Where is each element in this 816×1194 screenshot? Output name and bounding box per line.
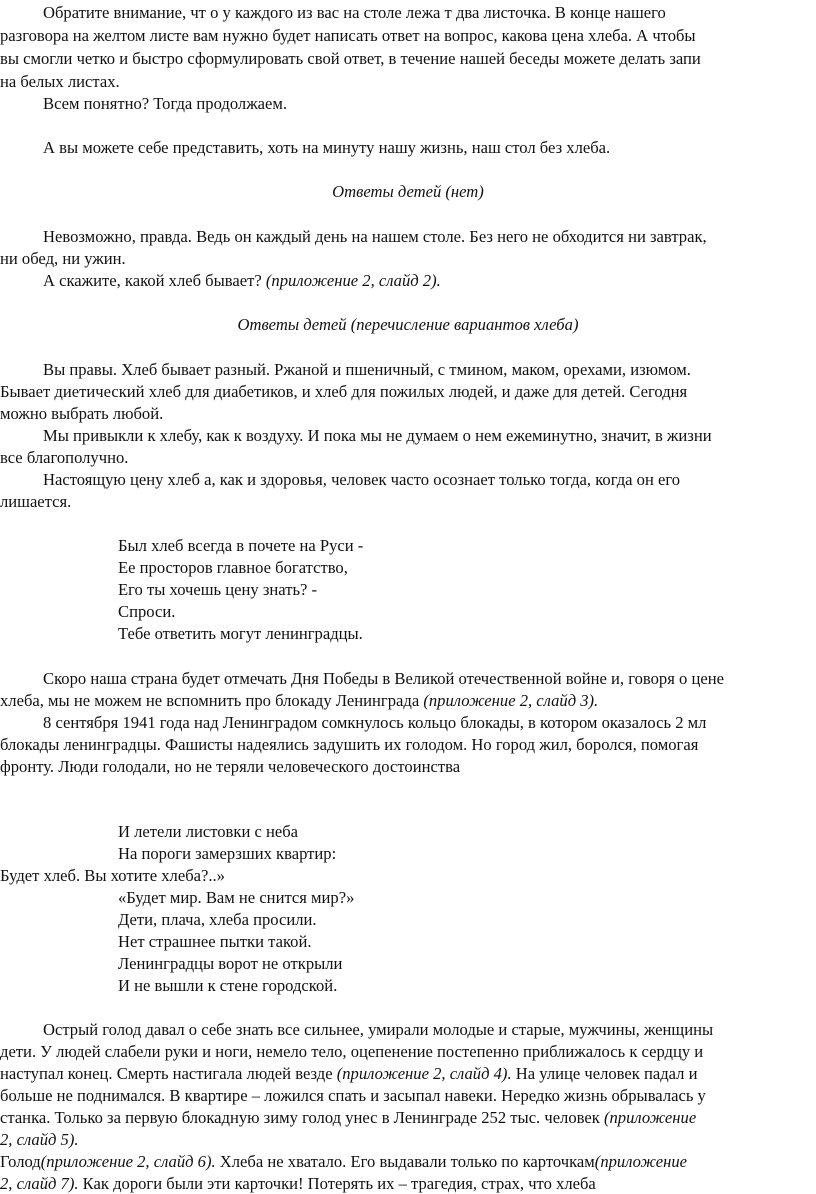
poem-line: Нет страшнее пытки такой. (118, 932, 312, 951)
slide-reference: 2, слайд 5). (0, 1130, 79, 1149)
text-line: станка. Только за первую блокадную зиму голод унес в Ленинграде 252 тыс. человек (приложение (0, 1108, 697, 1127)
text-line: Бывает диетический хлеб для диабетиков, и хлеб для пожилых людей, и даже для детей. Сегодня (0, 382, 688, 401)
text-line: Острый голод давал о себе знать все сильнее, умирали молодые и старые, мужчины, женщины (43, 1020, 714, 1039)
slide-reference: (приложение 2, слайд 2). (265, 271, 441, 290)
text-line: А вы можете себе представить, хоть на минуту нашу жизнь, наш стол без хлеба. (43, 138, 611, 157)
text-line: Обратите внимание, чт о у каждого из вас на столе лежа т два листочка. В конце нашего (43, 3, 666, 22)
text-line: А скажите, какой хлеб бывает? (приложение 2, слайд 2). (43, 271, 441, 290)
text-line: Всем понятно? Тогда продолжаем. (43, 94, 288, 113)
poem-line: И летели листовки с неба (118, 822, 299, 841)
poem-line: Ленинградцы ворот не открыли (118, 954, 343, 973)
poem-line: И не вышли к стене городской. (118, 976, 338, 995)
text-line: вы смогли четко и быстро сформулировать свой ответ, в течение нашей беседы можете делать запи (0, 49, 701, 68)
text-line: все благополучно. (0, 448, 129, 467)
text-line: на белых листах. (0, 72, 120, 91)
poem-line: Будет хлеб. Вы хотите хлеба?..» (0, 866, 225, 885)
slide-reference: (приложение 2, слайд 6). (40, 1152, 216, 1171)
poem-line: Ее просторов главное богатство, (118, 558, 348, 577)
text-line: можно выбрать любой. (0, 404, 164, 423)
slide-reference: (приложение 2, слайд 4). (336, 1064, 512, 1083)
slide-reference: 2, слайд 7). (0, 1174, 79, 1193)
text-line: Невозможно, правда. Ведь он каждый день на нашем столе. Без него не обходится ни завтрак, (43, 227, 707, 246)
text-line: фронту. Люди голодали, но не теряли человеческого достоинства (0, 757, 461, 776)
poem-line: Его ты хочешь цену знать? - (118, 580, 318, 599)
text-line: хлеба, мы не можем не вспомнить про блокаду Ленинграда (приложение 2, слайд 3). (0, 691, 599, 710)
slide-reference: (приложение (603, 1108, 697, 1127)
text-line: блокады ленинградцы. Фашисты надеялись задушить их голодом. Но город жил, боролся, помогая (0, 735, 699, 754)
text-line: разговора на желтом листе вам нужно будет написать ответ на вопрос, какова цена хлеба. А чтобы (0, 26, 696, 45)
text-line: Настоящую цену хлеб а, как и здоровья, человек часто осознает только тогда, когда он его (43, 470, 681, 489)
text-line: Голод(приложение 2, слайд 6). Хлеба не хватало. Его выдавали только по карточкам(приложение (0, 1152, 688, 1171)
slide-reference: (приложение 2, слайд 3). (423, 691, 599, 710)
text-line: Мы привыкли к хлебу, как к воздуху. И пока мы не думаем о нем ежеминутно, значит, в жизни (43, 426, 712, 445)
poem-line: Тебе ответить могут ленинградцы. (118, 624, 363, 643)
poem-line: «Будет мир. Вам не снится мир?» (118, 888, 355, 907)
poem-line: На пороги замерзших квартир: (118, 844, 337, 863)
text-line: дети. У людей слабели руки и ноги, немело тело, оцепенение постепенно приближалось к сердцу и (0, 1042, 704, 1061)
poem-line: Был хлеб всегда в почете на Руси - (118, 536, 364, 555)
slide-reference: (приложение (594, 1152, 688, 1171)
text-line: 2, слайд 7). Как дороги были эти карточки! Потерять их – трагедия, страх, что хлеба (0, 1174, 596, 1193)
text-line: наступал конец. Смерть настигала людей везде (приложение 2, слайд 4). На улице человек падал и (0, 1064, 698, 1083)
text-line: больше не поднимался. В квартире – ложился спать и засыпал навеки. Нередко жизнь обрывалась у (0, 1086, 706, 1105)
text-line: Скоро наша страна будет отмечать Дня Победы в Великой отечественной войне и, говоря о цене (43, 669, 724, 688)
italic-heading: Ответы детей (нет) (332, 182, 484, 201)
text-line: ни обед, ни ужин. (0, 249, 126, 268)
poem-line: Спроси. (118, 602, 176, 621)
poem-line: Дети, плача, хлеба просили. (118, 910, 317, 929)
text-line: Вы правы. Хлеб бывает разный. Ржаной и пшеничный, с тмином, маком, орехами, изюмом. (43, 360, 691, 379)
text-line: 8 сентября 1941 года над Ленинградом сомкнулось кольцо блокады, в котором оказалось 2 мл (43, 713, 707, 732)
text-line: лишается. (0, 492, 72, 511)
italic-heading: Ответы детей (перечисление вариантов хлеба) (237, 315, 579, 334)
